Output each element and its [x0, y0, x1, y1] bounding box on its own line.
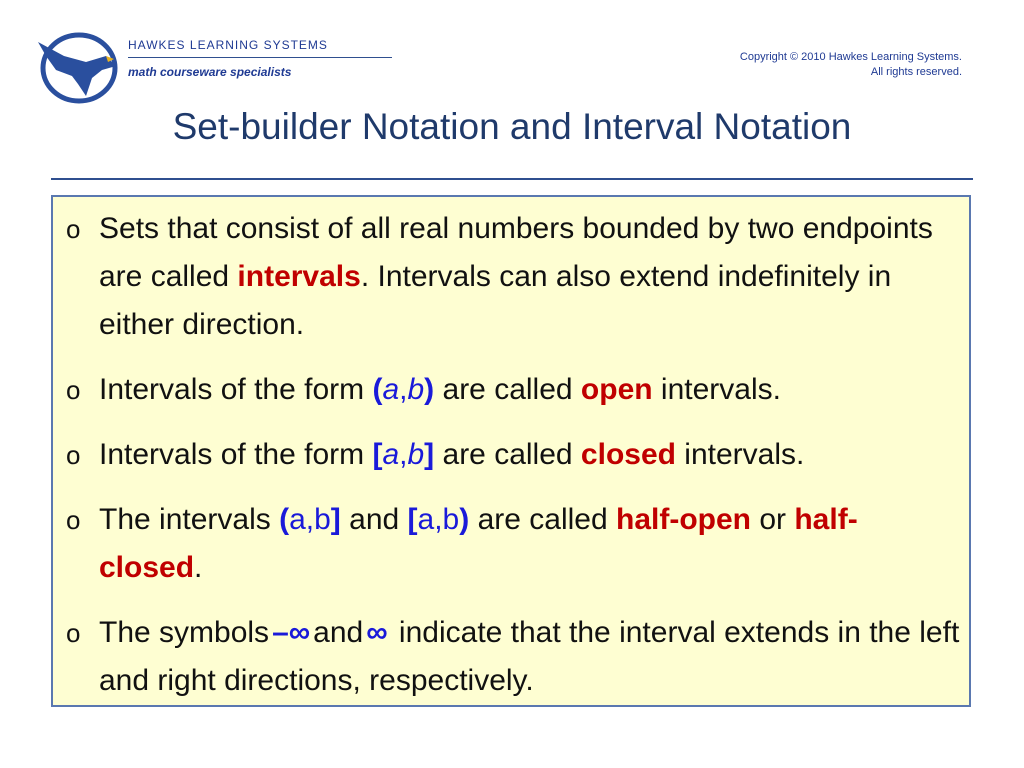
brand-name: HAWKES LEARNING SYSTEMS [128, 38, 392, 58]
negative-infinity-symbol: –∞ [272, 616, 311, 649]
interval-ab: a,b [417, 503, 460, 536]
comma: , [399, 373, 408, 406]
var-a: a [382, 438, 400, 471]
bullet-text [99, 496, 961, 592]
slide-title: Set-builder Notation and Interval Notation [172, 106, 852, 147]
comma: , [399, 438, 408, 471]
text-run: intervals. [675, 438, 805, 471]
interval-ab: a,b [289, 503, 331, 536]
text-run: indicate that the interval extends in the left and right directions, respectively. [99, 616, 960, 697]
bullet-item-intervals [66, 205, 961, 349]
term-open: open [580, 373, 653, 406]
bullet-item-closed [66, 431, 961, 479]
brand-tagline: math courseware specialists [128, 65, 292, 79]
close-paren: ) [459, 503, 470, 536]
text-run: intervals. [652, 373, 781, 406]
copyright-notice [740, 50, 962, 80]
bullet-circle-icon: o [66, 505, 81, 535]
rights-line: All rights reserved. [870, 66, 962, 78]
title-divider [51, 178, 973, 180]
var-b: b [407, 373, 425, 406]
close-bracket: ] [424, 438, 435, 471]
text-run: are called [434, 438, 581, 471]
bullet-circle-icon: o [66, 375, 81, 405]
text-run: or [751, 503, 795, 536]
bullet-text [99, 431, 961, 479]
bullet-circle-icon: o [66, 440, 81, 470]
bullet-text [99, 609, 961, 705]
bullet-list [66, 205, 961, 705]
text-run: and [340, 503, 408, 536]
close-paren: ) [424, 373, 435, 406]
bullet-circle-icon: o [66, 214, 81, 244]
bullet-text [99, 205, 961, 349]
bullet-text [99, 366, 961, 414]
text-run: The symbols [99, 616, 270, 649]
open-bracket: [ [372, 438, 383, 471]
text-run: Intervals of the form [99, 373, 373, 406]
text-run: are called [469, 503, 616, 536]
copyright-line: Copyright © 2010 Hawkes Learning Systems. [739, 51, 962, 63]
text-run: . Intervals can also extend indefinitely in either direction. [99, 260, 892, 341]
bullet-item-open [66, 366, 961, 414]
bullet-item-infinity [66, 609, 961, 705]
bullet-item-half-open [66, 496, 961, 592]
content-panel [51, 195, 971, 707]
text-run: The intervals [99, 503, 280, 536]
term-half-open: half-open [616, 503, 751, 536]
open-bracket: [ [407, 503, 418, 536]
term-intervals: intervals [237, 260, 361, 293]
term-half-closed: half-closed [99, 503, 858, 584]
open-paren: ( [279, 503, 290, 536]
text-run: Intervals of the form [99, 438, 373, 471]
text-run: and [313, 616, 364, 649]
open-paren: ( [372, 373, 383, 406]
brand-block [128, 38, 392, 79]
var-a: a [382, 373, 400, 406]
var-b: b [407, 438, 425, 471]
term-closed: closed [580, 438, 676, 471]
text-run: . [194, 551, 203, 584]
text-run: Sets that consist of all real numbers bounded by two endpoints are called [99, 212, 933, 293]
text-run: are called [434, 373, 581, 406]
close-bracket: ] [330, 503, 341, 536]
bullet-circle-icon: o [66, 618, 81, 648]
infinity-symbol: ∞ [366, 616, 388, 649]
hawkes-eagle-logo-icon [34, 26, 120, 104]
